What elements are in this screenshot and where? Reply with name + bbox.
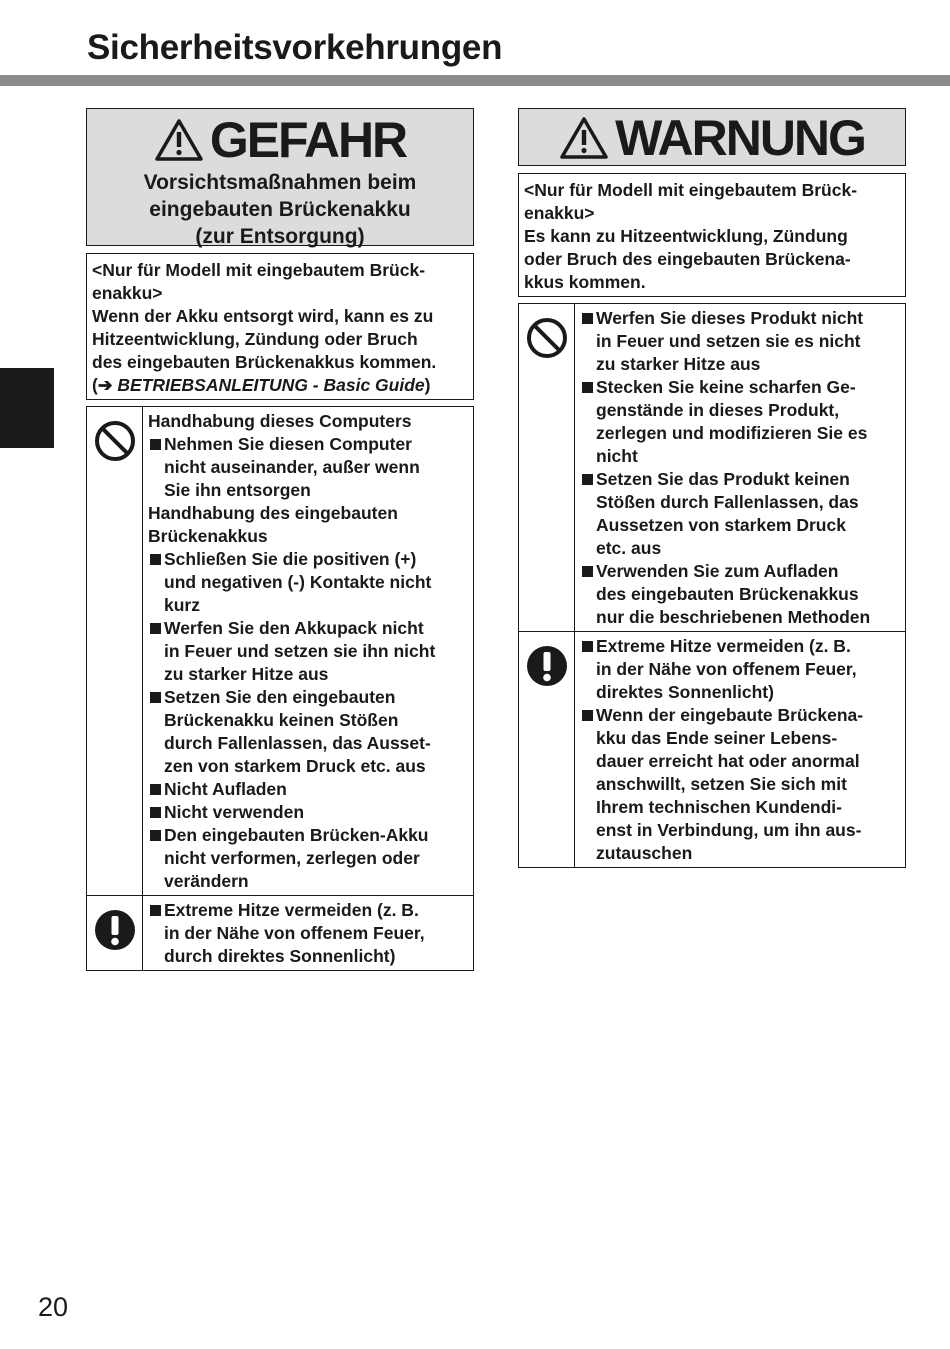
prohibited-item: Nicht Aufladen xyxy=(148,778,469,801)
prohibited-icon-cell xyxy=(519,304,575,632)
note-line: enakku> xyxy=(524,203,595,223)
prohibited-icon-cell xyxy=(87,407,143,896)
prohibited-item: Stecken Sie keine scharfen Ge- genstände in dieses Produkt, zerlegen und modifizieren Sie es nicht xyxy=(580,376,901,468)
danger-instruction-table xyxy=(86,406,474,971)
warning-column xyxy=(518,108,906,868)
warning-model-note xyxy=(518,173,906,297)
prohibited-item: Den eingebauten Brücken-Akku nicht verformen, zerlegen oder verändern xyxy=(148,824,469,893)
note-line: enakku> xyxy=(92,283,163,303)
prohibited-item: Schließen Sie die positiven (+) und negativen (-) Kontakte nicht kurz xyxy=(148,548,469,617)
danger-column xyxy=(86,108,474,971)
exclamation-icon xyxy=(525,644,569,688)
mandatory-icon-cell xyxy=(519,632,575,868)
danger-model-note xyxy=(86,253,474,400)
page-number: 20 xyxy=(38,1292,69,1322)
note-line: oder Bruch des eingebauten Brückena- xyxy=(524,249,851,269)
note-line: Wenn der Akku entsorgt wird, kann es zu xyxy=(92,306,434,326)
section-heading: Handhabung dieses Computers xyxy=(148,411,412,431)
mandatory-actions xyxy=(143,896,473,971)
note-line: des eingebauten Brückenakkus kommen. xyxy=(92,352,437,372)
prohibition-icon xyxy=(525,316,569,360)
section-tab-marker xyxy=(0,368,54,448)
prohibited-item: Nehmen Sie diesen Computer nicht auseinander, außer wenn Sie ihn entsorgen xyxy=(148,433,469,502)
subtitle-line: Vorsichtsmaßnahmen beim xyxy=(143,171,417,194)
page-title: Sicherheitsvorkehrungen xyxy=(87,28,503,67)
mandatory-item: Extreme Hitze vermeiden (z. B. in der Nähe von offenem Feuer, direktes Sonnenlicht) xyxy=(580,635,901,704)
manual-reference: (➔ BETRIEBSANLEITUNG - Basic Guide) xyxy=(92,375,431,395)
mandatory-icon-cell xyxy=(87,896,143,971)
note-line: kkus kommen. xyxy=(524,272,646,292)
title-rule xyxy=(0,75,950,86)
warning-triangle-icon xyxy=(154,118,204,162)
warning-header xyxy=(518,108,906,166)
warning-heading: WARNUNG xyxy=(615,110,865,166)
mandatory-item: Extreme Hitze vermeiden (z. B. in der Nähe von offenem Feuer, durch direktes Sonnenlicht) xyxy=(148,899,469,968)
subtitle-line: eingebauten Brückenakku xyxy=(149,198,411,221)
prohibited-item: Nicht verwenden xyxy=(148,801,469,824)
danger-subtitle xyxy=(87,169,473,250)
exclamation-icon xyxy=(93,908,137,952)
mandatory-actions xyxy=(575,632,905,868)
danger-heading: GEFAHR xyxy=(209,112,407,168)
prohibited-item: Setzen Sie das Produkt keinen Stößen durch Fallenlassen, das Aussetzen von starkem Druck etc. aus xyxy=(580,468,901,560)
subtitle-line: (zur Entsorgung) xyxy=(195,225,365,248)
arrow-right-icon: ➔ xyxy=(97,375,113,395)
note-line: <Nur für Modell mit eingebautem Brück- xyxy=(92,260,426,280)
prohibited-actions xyxy=(143,407,473,896)
warning-instruction-table xyxy=(518,303,906,868)
note-line: <Nur für Modell mit eingebautem Brück- xyxy=(524,180,858,200)
prohibited-item: Werfen Sie dieses Produkt nicht in Feuer und setzen sie es nicht zu starker Hitze aus xyxy=(580,307,901,376)
prohibited-item: Verwenden Sie zum Aufladen des eingebauten Brückenakkus nur die beschriebenen Methoden xyxy=(580,560,901,629)
prohibited-item: Werfen Sie den Akkupack nicht in Feuer und setzen sie ihn nicht zu starker Hitze aus xyxy=(148,617,469,686)
note-line: Es kann zu Hitzeentwicklung, Zündung xyxy=(524,226,848,246)
section-heading: Brückenakkus xyxy=(148,526,268,546)
prohibited-item: Setzen Sie den eingebauten Brückenakku keinen Stößen durch Fallenlassen, das Ausset- zen von starkem Druck etc. aus xyxy=(148,686,469,778)
prohibition-icon xyxy=(93,419,137,463)
danger-header xyxy=(86,108,474,246)
warning-triangle-icon xyxy=(559,116,609,160)
note-line: Hitzeentwicklung, Zündung oder Bruch xyxy=(92,329,418,349)
mandatory-item: Wenn der eingebaute Brückena- kku das Ende seiner Lebens- dauer erreicht hat oder anormal anschwillt, setzen Sie sich mit Ihrem technischen Kundendi- enst in Verbindung, um ihn aus- zutauschen xyxy=(580,704,901,865)
section-heading: Handhabung des eingebauten xyxy=(148,503,398,523)
prohibited-actions xyxy=(575,304,905,632)
